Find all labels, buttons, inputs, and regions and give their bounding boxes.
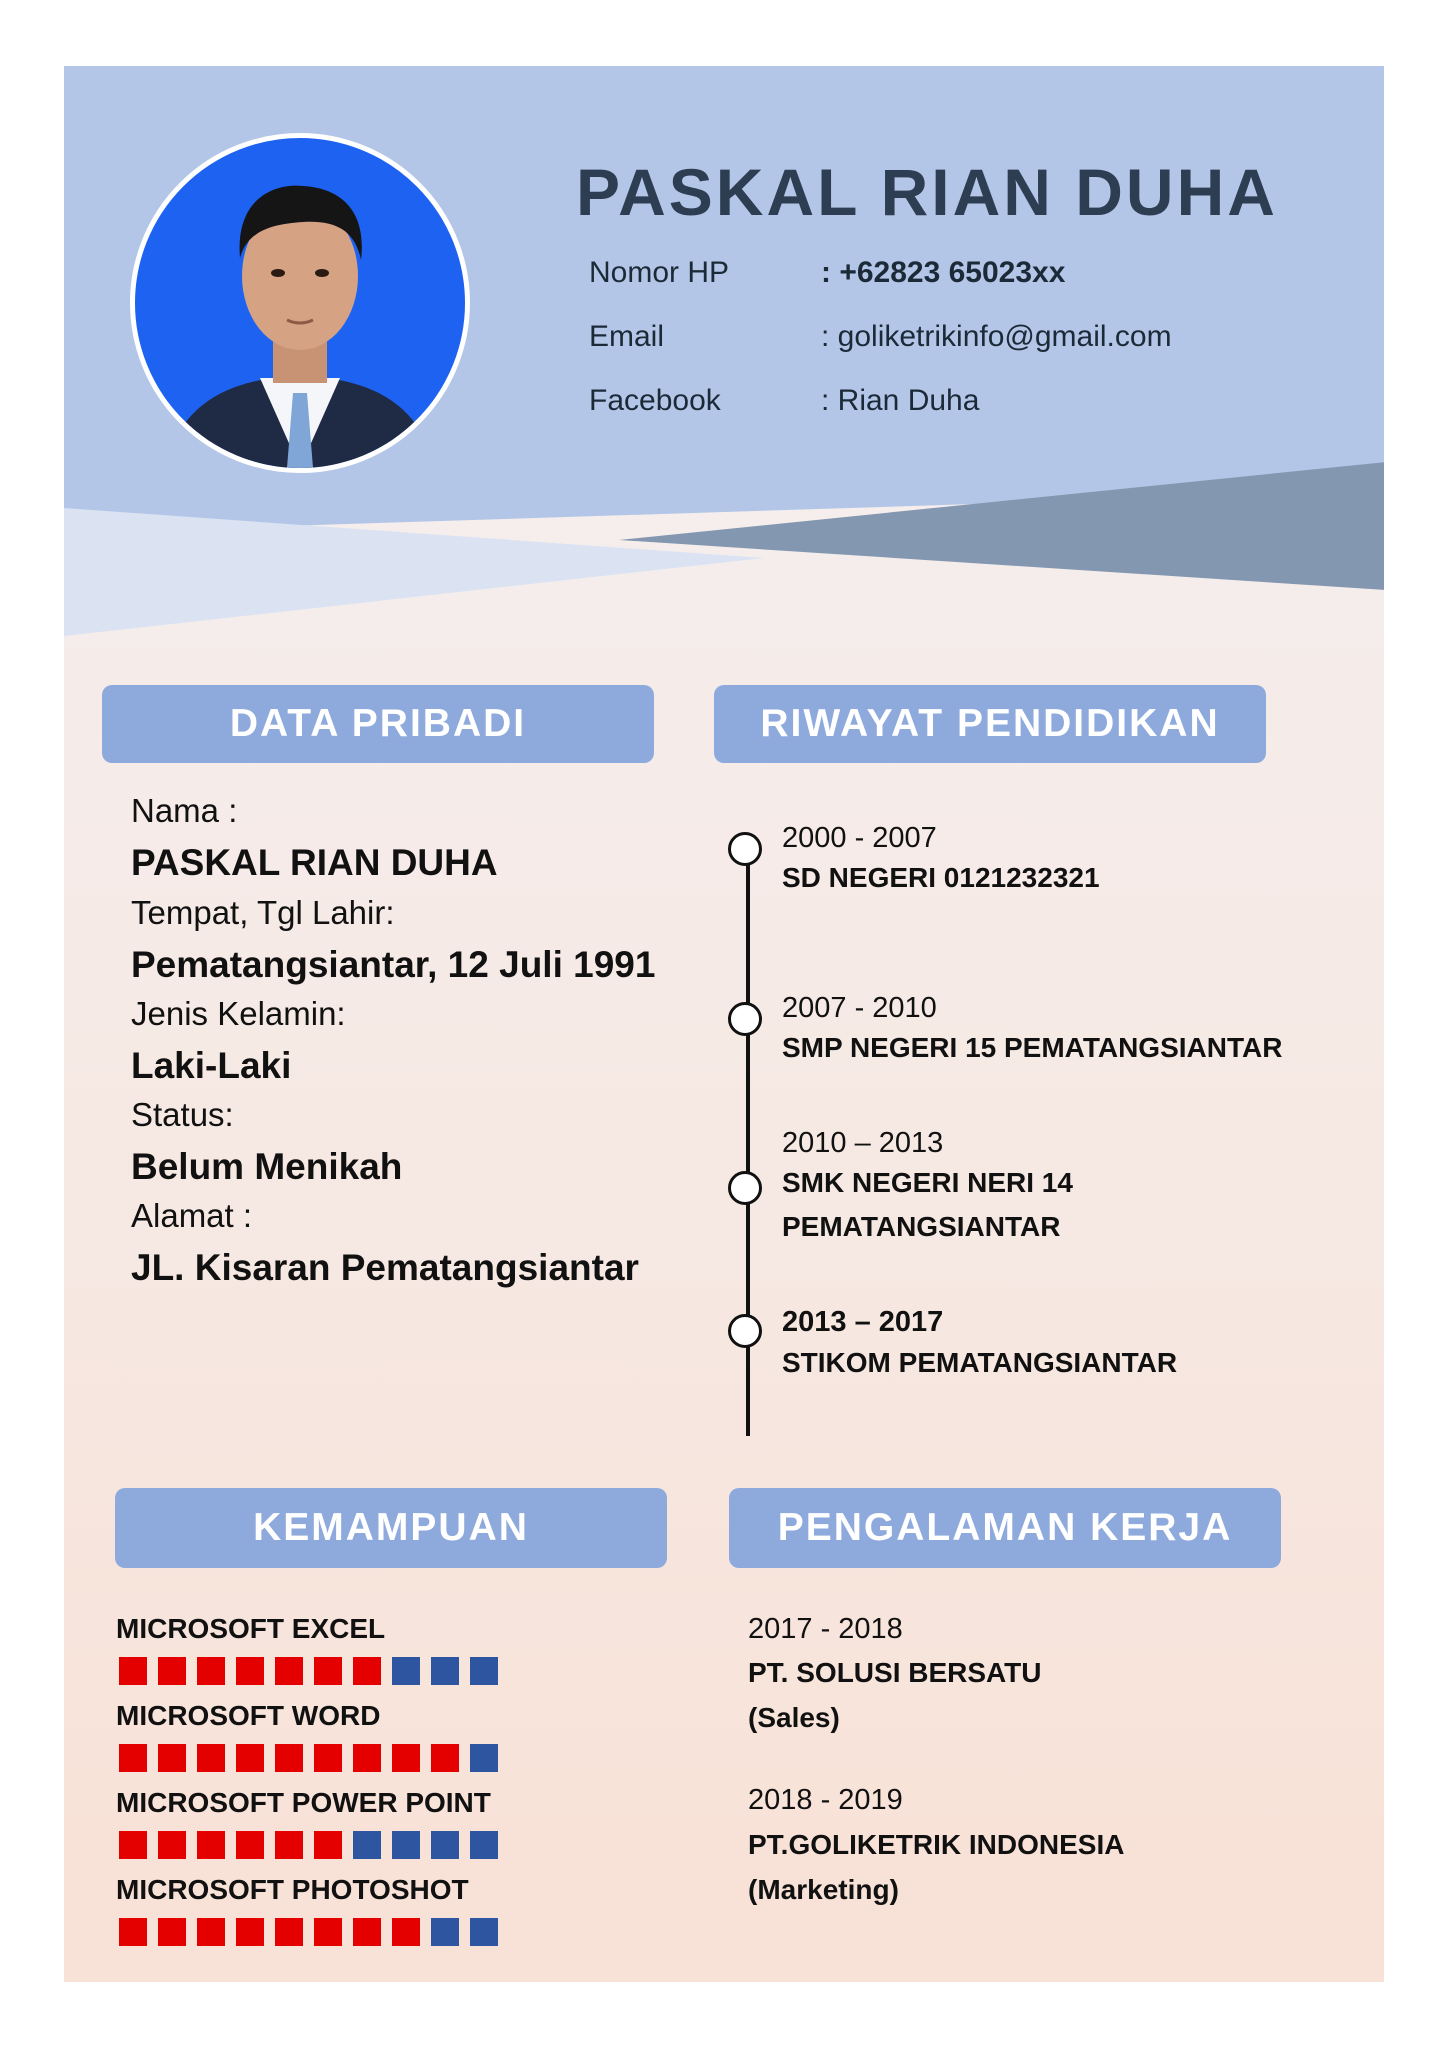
work-role: (Marketing) [748,1874,899,1905]
skill-square-filled [119,1918,147,1946]
skill-square-filled [314,1657,342,1685]
education-school: SD NEGERI 0121232321 [782,862,1100,893]
skill-square-filled [314,1744,342,1772]
personal-label-status: Status: [131,1096,234,1133]
skill-square-filled [197,1657,225,1685]
skill-square-filled [353,1744,381,1772]
skill-square-empty [431,1657,459,1685]
personal-value-gender: Laki-Laki [131,1045,292,1086]
contact-value-facebook: : Rian Duha [821,384,980,417]
section-header-education: RIWAYAT PENDIDIKAN [714,685,1266,763]
work-years: 2018 - 2019 [748,1784,903,1816]
skill-name: MICROSOFT POWER POINT [116,1787,491,1818]
education-years: 2013 – 2017 [782,1306,944,1338]
skill-square-filled [275,1831,303,1859]
work-years: 2017 - 2018 [748,1613,903,1645]
skill-square-filled [353,1657,381,1685]
skill-square-filled [392,1918,420,1946]
skill-square-empty [353,1831,381,1859]
work-company: PT. SOLUSI BERSATU [748,1657,1042,1688]
contact-label-phone: Nomor HP [589,256,730,289]
personal-label-gender: Jenis Kelamin: [131,995,346,1032]
personal-value-address: JL. Kisaran Pematangsiantar [131,1247,639,1288]
skill-square-empty [470,1918,498,1946]
skill-square-filled [236,1657,264,1685]
skill-square-filled [353,1918,381,1946]
skill-level-bar [119,1657,498,1685]
skill-square-filled [236,1831,264,1859]
skill-level-bar [119,1918,498,1946]
contact-label-email: Email [589,320,665,353]
section-header-skills: KEMAMPUAN [115,1488,667,1568]
skill-square-empty [431,1831,459,1859]
work-company: PT.GOLIKETRIK INDONESIA [748,1829,1125,1860]
skill-square-empty [392,1831,420,1859]
timeline-dot-icon [728,832,762,866]
section-header-personal: DATA PRIBADI [102,685,654,763]
person-portrait-icon [135,138,465,468]
contact-value-email: : goliketrikinfo@gmail.com [821,320,1172,353]
skill-square-filled [197,1831,225,1859]
skill-square-filled [236,1744,264,1772]
skill-square-empty [470,1657,498,1685]
skill-square-filled [392,1744,420,1772]
timeline-dot-icon [728,1002,762,1036]
personal-value-name: PASKAL RIAN DUHA [131,842,498,883]
personal-label-name: Nama : [131,792,238,829]
skill-square-filled [158,1918,186,1946]
skill-level-bar [119,1744,498,1772]
personal-value-status: Belum Menikah [131,1146,403,1187]
timeline-dot-icon [728,1171,762,1205]
skill-square-empty [470,1744,498,1772]
skill-name: MICROSOFT PHOTOSHOT [116,1874,469,1905]
skill-square-filled [158,1744,186,1772]
skill-square-filled [431,1744,459,1772]
skill-square-filled [275,1744,303,1772]
contact-label-facebook: Facebook [589,384,721,417]
skill-square-filled [314,1831,342,1859]
skill-name: MICROSOFT WORD [116,1700,381,1731]
education-school: SMK NEGERI NERI 14 PEMATANGSIANTAR [782,1167,1073,1242]
timeline-dot-icon [728,1314,762,1348]
education-years: 2007 - 2010 [782,992,937,1024]
cv-page [64,66,1384,1982]
section-header-work: PENGALAMAN KERJA [729,1488,1281,1568]
candidate-name-title: PASKAL RIAN DUHA [576,155,1278,229]
skill-square-filled [197,1744,225,1772]
personal-label-address: Alamat : [131,1197,253,1234]
contact-value-phone: : +62823 65023xx [821,256,1066,289]
skill-square-filled [197,1918,225,1946]
skill-square-filled [275,1918,303,1946]
work-role: (Sales) [748,1702,840,1733]
education-years: 2010 – 2013 [782,1127,944,1159]
skill-square-filled [158,1657,186,1685]
personal-value-birth: Pematangsiantar, 12 Juli 1991 [131,944,656,985]
education-years: 2000 - 2007 [782,822,937,854]
education-timeline-line [746,854,750,1436]
skill-square-filled [119,1831,147,1859]
skill-square-empty [392,1657,420,1685]
skill-level-bar [119,1831,498,1859]
personal-label-birth: Tempat, Tgl Lahir: [131,894,395,931]
skill-square-filled [119,1657,147,1685]
skill-square-filled [158,1831,186,1859]
skill-square-filled [236,1918,264,1946]
skill-square-filled [275,1657,303,1685]
skill-square-empty [470,1831,498,1859]
skill-name: MICROSOFT EXCEL [116,1613,386,1644]
education-school: SMP NEGERI 15 PEMATANGSIANTAR [782,1032,1283,1063]
profile-photo [130,133,470,473]
skill-square-empty [431,1918,459,1946]
skill-square-filled [119,1744,147,1772]
education-school: STIKOM PEMATANGSIANTAR [782,1347,1178,1378]
skill-square-filled [314,1918,342,1946]
